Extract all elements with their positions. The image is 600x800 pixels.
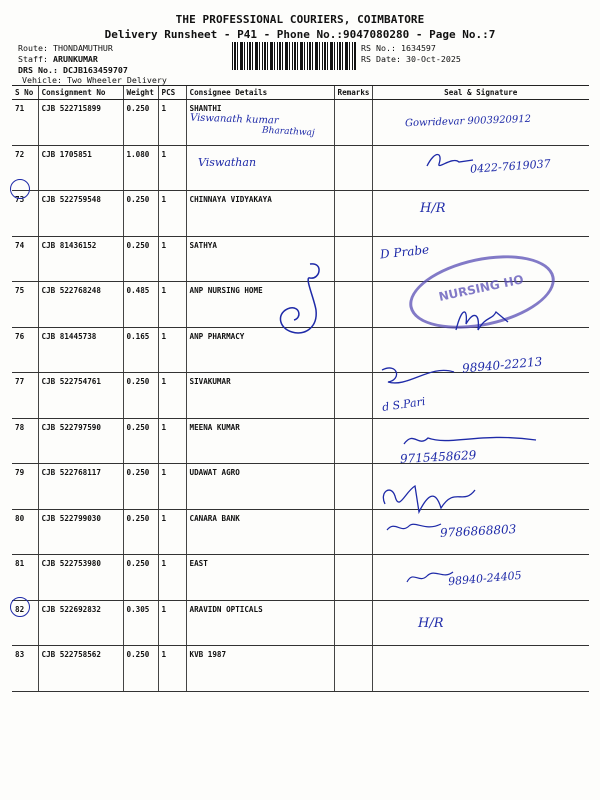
cell-pcs: 1 [158,282,186,328]
handwritten-signature: d S.Pari [381,395,427,414]
cell-sno: 79 [12,464,38,510]
cell-sno: 81 [12,555,38,601]
col-consignment-header: Consignment No [38,86,123,100]
cell-sno: 75 [12,282,38,328]
handwritten-name: Viswathan [198,156,257,169]
cell-remarks [334,327,372,373]
cell-signature [372,418,589,464]
cell-consignee: UDAWAT AGRO [186,464,334,510]
cell-weight: 0.485 [123,282,158,328]
cell-consignment: CJB 522759548 [38,191,123,237]
cell-remarks [334,646,372,692]
handwritten-name: Bharathwaj [261,125,315,139]
table-row [12,373,589,419]
cell-weight: 0.250 [123,509,158,555]
cell-sno: 83 [12,646,38,692]
cell-remarks [334,509,372,555]
cell-consignment: CJB 522715899 [38,100,123,146]
nursing-home-stamp: NURSING HO [403,243,562,340]
cell-consignee: EAST [186,555,334,601]
cell-sno: 78 [12,418,38,464]
cell-pcs: 1 [158,418,186,464]
table-header-row [12,86,589,100]
cell-signature [372,509,589,555]
cell-consignment: CJB 81445738 [38,327,123,373]
cell-pcs: 1 [158,373,186,419]
rs-number: RS No.: 1634597 [361,43,436,53]
cell-pcs: 1 [158,327,186,373]
handwritten-phone: 9715458629 [399,448,477,466]
cell-weight: 0.250 [123,464,158,510]
cell-consignee: ANP NURSING HOME [186,282,334,328]
cell-consignment: CJB 522758562 [38,646,123,692]
handwritten-signature: D Prabe [379,242,430,262]
cell-signature [372,646,589,692]
table-row [12,464,589,510]
cell-consignee: MEENA KUMAR [186,418,334,464]
cell-pcs: 1 [158,600,186,646]
cell-signature [372,555,589,601]
table-row [12,145,589,191]
handwritten-signature: Gowridevar 9003920912 [404,113,532,130]
cell-consignment: CJB 522797590 [38,418,123,464]
cell-weight: 0.250 [123,373,158,419]
cell-sno: 72 [12,145,38,191]
handwritten-phone: 98940-22213 [461,354,543,376]
cell-consignment: CJB 522692832 [38,600,123,646]
table-row [12,191,589,237]
cell-consignment: CJB 1705851 [38,145,123,191]
handwritten-signature: H/R [420,201,446,216]
rs-date: RS Date: 30-Oct-2025 [361,54,461,64]
cell-consignee: SATHYA [186,236,334,282]
cell-weight: 0.250 [123,555,158,601]
cell-signature [372,464,589,510]
cell-signature [372,191,589,237]
runsheet-subtitle: Delivery Runsheet - P41 - Phone No.:9047080280 - Page No.:7 [104,28,496,41]
drs-number: DRS No.: DCJB163459707 [18,65,128,75]
cell-remarks [334,373,372,419]
runsheet-table [12,85,589,692]
cell-weight: 0.305 [123,600,158,646]
col-pcs-header: PCS [158,86,186,100]
cell-pcs: 1 [158,509,186,555]
cell-consignee: ARAVIDN OPTICALS [186,600,334,646]
cell-weight: 0.250 [123,100,158,146]
cell-consignment: CJB 522753980 [38,555,123,601]
cell-pcs: 1 [158,145,186,191]
cell-consignee: CANARA BANK [186,509,334,555]
cell-weight: 0.250 [123,236,158,282]
handwritten-phone: 98940-24405 [447,568,523,589]
cell-pcs: 1 [158,100,186,146]
cell-remarks [334,464,372,510]
table-row [12,646,589,692]
cell-sno: 77 [12,373,38,419]
staff-name: ARUNKUMAR [52,54,98,64]
cell-pcs: 1 [158,464,186,510]
cell-sno: 82 [12,600,38,646]
cell-remarks [334,145,372,191]
cell-consignee: SHANTHI [186,100,334,146]
company-title: THE PROFESSIONAL COURIERS, COIMBATORE [175,13,425,26]
cell-remarks [334,236,372,282]
handwritten-phone: 9786868803 [439,522,517,540]
table-row [12,100,589,146]
cell-consignment: CJB 522799030 [38,509,123,555]
cell-consignee: KVB 1987 [186,646,334,692]
cell-consignment: CJB 522768248 [38,282,123,328]
cell-consignee [186,145,334,191]
cell-consignee: CHINNAYA VIDYAKAYA [186,191,334,237]
cell-sno: 80 [12,509,38,555]
cell-pcs: 1 [158,646,186,692]
cell-pcs: 1 [158,191,186,237]
cell-consignee: ANP PHARMACY [186,327,334,373]
cell-remarks [334,191,372,237]
cell-sno: 74 [12,236,38,282]
cell-signature [372,373,589,419]
cell-weight: 0.250 [123,646,158,692]
cell-signature [372,145,589,191]
cell-weight: 1.080 [123,145,158,191]
cell-remarks [334,100,372,146]
cell-remarks [334,600,372,646]
cell-signature [372,600,589,646]
cell-remarks [334,418,372,464]
cell-signature [372,100,589,146]
table-row [12,418,589,464]
cell-consignee: SIVAKUMAR [186,373,334,419]
handwritten-name: Viswanath kumar [189,112,279,127]
barcode [232,42,356,70]
cell-weight: 0.250 [123,191,158,237]
table-row [12,509,589,555]
cell-pcs: 1 [158,236,186,282]
table-row [12,555,589,601]
col-weight-header: Weight [123,86,158,100]
route-label: Route: THONDAMUTHUR [18,43,113,53]
cell-remarks [334,555,372,601]
col-consignee-header: Consignee Details [186,86,334,100]
staff-line [18,54,98,64]
table-row [12,600,589,646]
cell-sno: 73 [12,191,38,237]
cell-consignment: CJB 522754761 [38,373,123,419]
col-remarks-header: Remarks [334,86,372,100]
cell-remarks [334,282,372,328]
cell-sno: 76 [12,327,38,373]
cell-consignment: CJB 81436152 [38,236,123,282]
handwritten-phone: 0422-7619037 [469,157,552,176]
vehicle-label: Vehicle: Two Wheeler Delivery [22,75,167,85]
cell-pcs: 1 [158,555,186,601]
cell-weight: 0.250 [123,418,158,464]
table-row [12,327,589,373]
cell-signature [372,327,589,373]
col-signature-header: Seal & Signature [372,86,589,100]
col-sno-header: S No [12,86,38,100]
handwritten-signature: H/R [418,616,444,631]
cell-weight: 0.165 [123,327,158,373]
cell-sno: 71 [12,100,38,146]
cell-consignment: CJB 522768117 [38,464,123,510]
staff-label: Staff: [18,54,53,64]
